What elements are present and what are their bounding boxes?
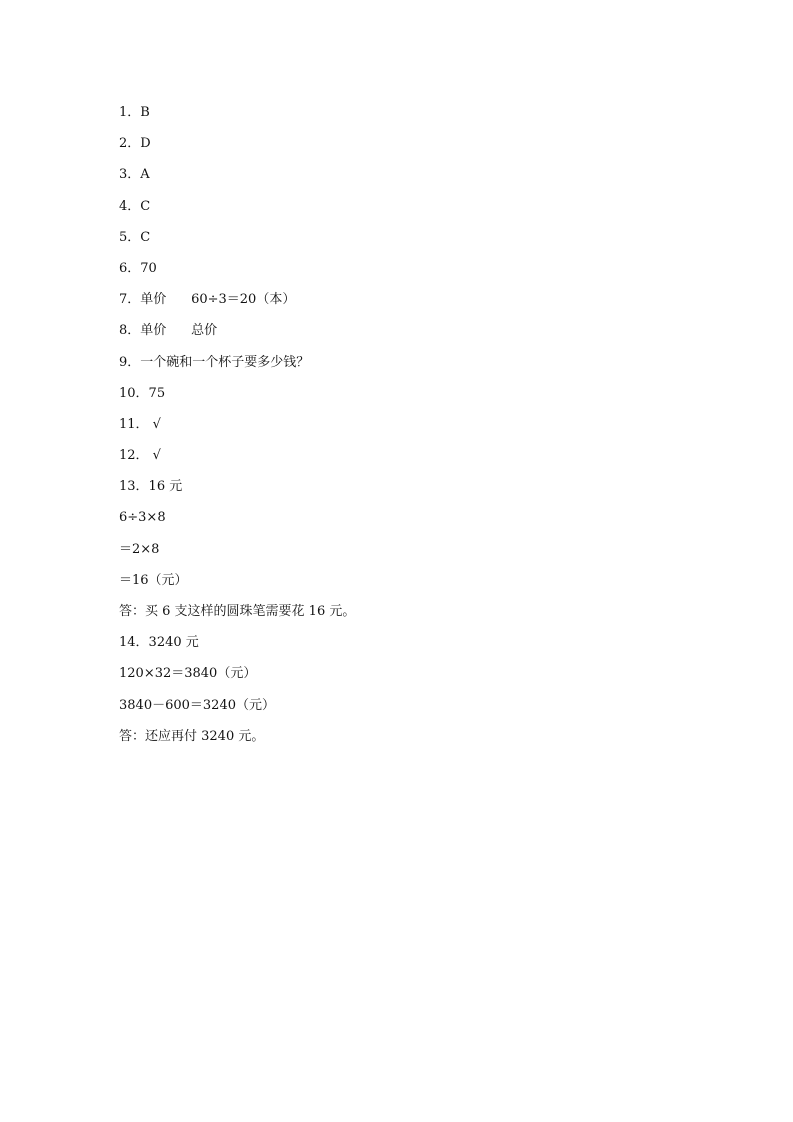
answer-line-9: 9．一个碗和一个杯子要多少钱？ bbox=[119, 354, 310, 370]
answer-line-8: 8．单价 总价 bbox=[119, 323, 218, 339]
solution-line-13a: 6÷3×8 bbox=[119, 510, 166, 526]
solution-answer-14: 答：还应再付 3240 元。 bbox=[119, 728, 265, 744]
answer-line-5: 5．C bbox=[119, 229, 151, 245]
answer-list bbox=[119, 103, 719, 758]
answer-line-14: 14．3240 元 bbox=[119, 635, 199, 651]
answer-line-2: 2．D bbox=[119, 136, 151, 152]
solution-line-13c: ＝16（元） bbox=[119, 572, 188, 588]
answer-line-4: 4．C bbox=[119, 198, 151, 214]
answer-line-7: 7．单价 60÷3＝20（本） bbox=[119, 292, 296, 308]
solution-line-14b: 3840－600＝3240（元） bbox=[119, 697, 275, 713]
answer-line-12: 12． √ bbox=[119, 448, 161, 464]
answer-line-13: 13．16 元 bbox=[119, 479, 183, 495]
answer-line-3: 3．A bbox=[119, 167, 150, 183]
answer-line-1: 1．B bbox=[119, 105, 150, 120]
solution-answer-13: 答：买 6 支这样的圆珠笔需要花 16 元。 bbox=[119, 604, 356, 619]
solution-line-13b: ＝2×8 bbox=[119, 541, 160, 557]
answer-line-11: 11． √ bbox=[119, 416, 161, 432]
answer-line-10: 10．75 bbox=[119, 385, 166, 401]
answer-line-6: 6．70 bbox=[119, 260, 157, 276]
solution-line-14a: 120×32＝3840（元） bbox=[119, 666, 257, 682]
